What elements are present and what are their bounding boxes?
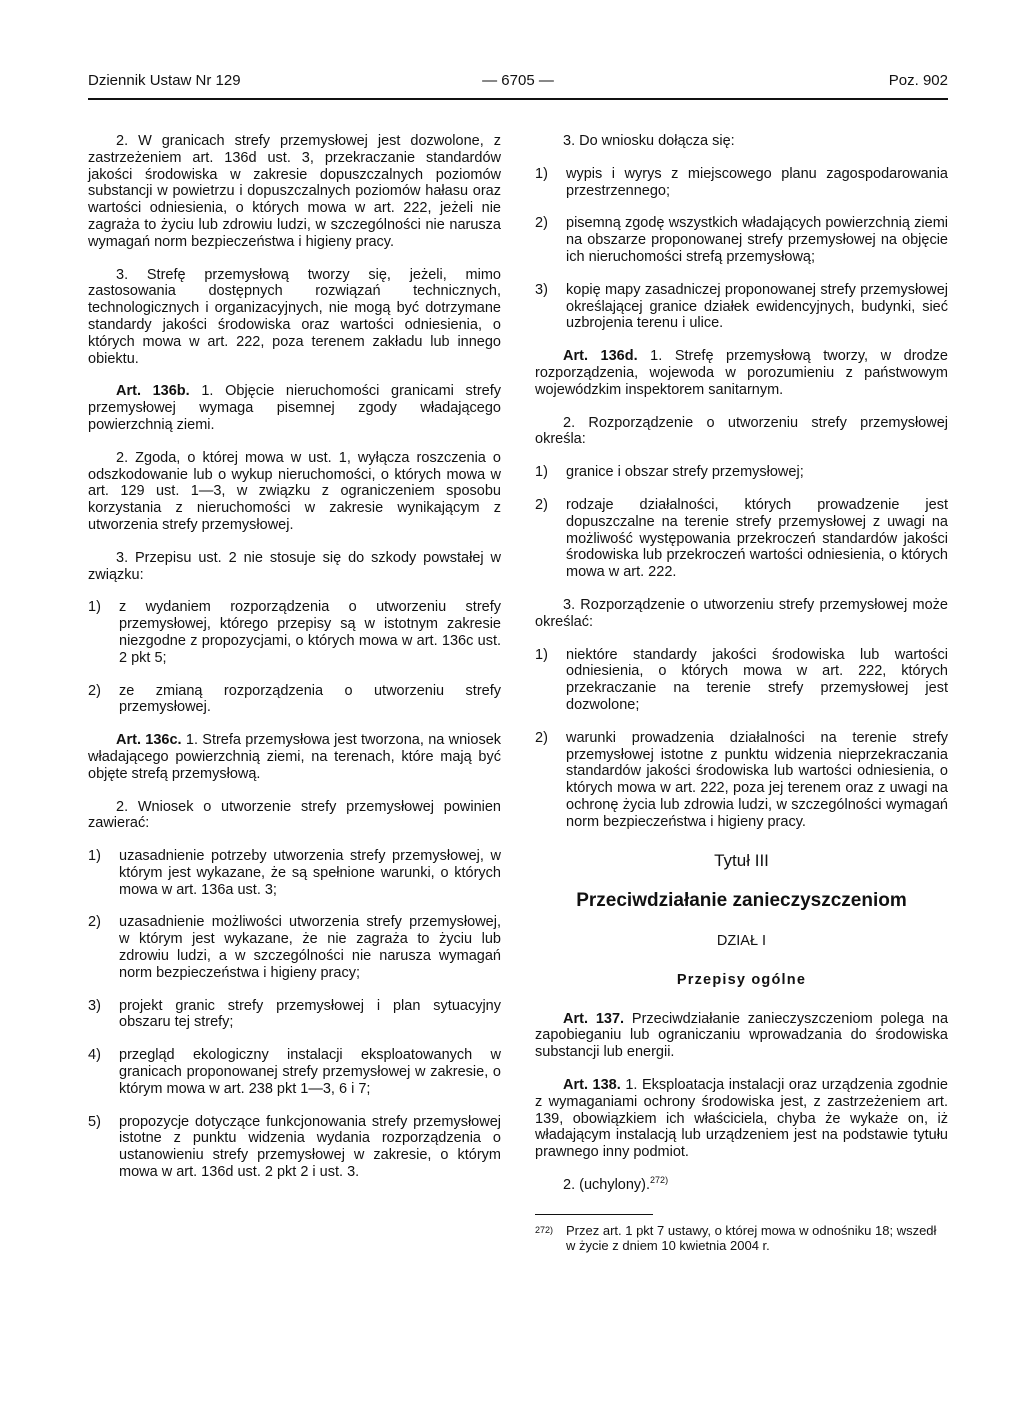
- title-heading: Tytuł III: [714, 850, 769, 870]
- list-text: kopię mapy zasadniczej proponowanej strefy przemysłowej określającej granice działek ewidencyjnych, budynki, sieć uzbrojenia terenu i ulice.: [566, 281, 948, 332]
- list-item: [88, 599, 501, 666]
- right-column: [535, 133, 948, 1254]
- left-column: [88, 133, 501, 1254]
- list-item: [88, 1047, 501, 1097]
- article-text: 1. Eksploatacja instalacji oraz urządzenia zgodnie z wymaganiami ochrony środowiska jest, z zastrzeżeniem art. 139, obowiązkiem ich właściciela, chyba że wykaże on, iż władającym instalacją lub urządzeniem jest na podstawie tytułu prawnego inny podmiot.: [535, 1077, 948, 1161]
- list-number: 3): [88, 997, 101, 1014]
- article-label: Art. 136b.: [116, 383, 190, 400]
- paragraph: 2. W granicach strefy przemysłowej jest dozwolone, z zastrzeżeniem art. 136d ust. 3, przekraczanie standardów jakości środowiska w zakresie dopuszczalnych poziomów substancji w powietrzu i dopuszczalnych poziomów hałasu oraz wartości odniesienia, o których mowa w art. 222, jeżeli nie zagraża to życiu lub zdrowiu ludzi, w szczególności nie narusza wymagań norm bezpieczeństwa i higieny pracy.: [88, 133, 501, 250]
- list-number: 4): [88, 1047, 101, 1064]
- list-number: 2): [88, 682, 101, 699]
- list-text: z wydaniem rozporządzenia o utworzeniu strefy przemysłowej, którego przepisy są w istotnym zakresie niezgodne z propozycjami, o których mowa w art. 136c ust. 2 pkt 5;: [119, 599, 501, 666]
- list-text: uzasadnienie możliwości utworzenia strefy przemysłowej, w którym jest wykazane, że nie zagraża to życiu lub zdrowiu ludzi, a w szczególności nie narusza wymagań norm bezpieczeństwa i higieny pracy;: [119, 914, 501, 981]
- list-text: uzasadnienie potrzeby utworzenia strefy przemysłowej, w którym jest wykazane, że są spełnione warunki, o których mowa w art. 136a ust. 3;: [119, 848, 501, 898]
- list-item: [535, 215, 948, 265]
- repealed-text: 2. (uchylony).: [563, 1177, 651, 1194]
- page-number: — 6705 —: [482, 72, 554, 89]
- paragraph: 2. Wniosek o utworzenie strefy przemysłowej powinien zawierać:: [88, 798, 501, 832]
- list-text: przegląd ekologiczny instalacji eksploatowanych w granicach proponowanej strefy przemysłowej w zakresie, o którym mowa w art. 238 pkt 1—3, 6 i 7;: [119, 1047, 501, 1097]
- article-label: Art. 136c.: [116, 732, 182, 749]
- paragraph: 2. Zgoda, o której mowa w ust. 1, wyłącza roszczenia o odszkodowanie lub o wykup nieruchomości, o których mowa w art. 129 ust. 1—3, w związku z ograniczeniem sposobu korzystania z nieruchomości w zakresie wynikającym z utworzenia strefy przemysłowej.: [88, 449, 501, 533]
- header-rule: [88, 98, 948, 100]
- list-item: [88, 683, 501, 717]
- list-number: 1): [535, 646, 548, 663]
- article-137: [535, 1011, 948, 1061]
- article-label: Art. 138.: [563, 1077, 621, 1094]
- list-text: warunki prowadzenia działalności na terenie strefy przemysłowej istotne z punktu widzenia nieprzekraczania standardów jakości środowiska lub wartości odniesienia, o których mowa w art. 222, poza jej terenem oraz z uwagi na ochronę życia lub zdrowia ludzi, w szczególności wymagań norm bezpieczeństwa i higieny pracy.: [566, 729, 948, 830]
- subsection-heading: Przepisy ogólne: [676, 971, 807, 988]
- list-text: ze zmianą rozporządzenia o utworzeniu strefy przemysłowej.: [119, 682, 501, 716]
- article-text: 1. Strefę przemysłową tworzy, w drodze rozporządzenia, wojewoda w porozumieniu z państwowym wojewódzkim inspektorem sanitarnym.: [535, 348, 948, 398]
- list-item: [535, 166, 948, 200]
- paragraph: 3. Rozporządzenie o utworzeniu strefy przemysłowej może określać:: [535, 596, 948, 630]
- article-138: [535, 1077, 948, 1161]
- list-text: granice i obszar strefy przemysłowej;: [566, 464, 804, 481]
- list-number: 1): [88, 848, 101, 865]
- division-heading: DZIAŁ I: [716, 933, 767, 950]
- list-text: niektóre standardy jakości środowiska lub wartości odniesienia, o których mowa w art. 222, których przekraczanie na terenie strefy przemysłowej jest dozwolone;: [566, 646, 948, 713]
- footnote-text: Przez art. 1 pkt 7 ustawy, o której mowa w odnośniku 18; wszedł w życie z dniem 10 kwietnia 2004 r.: [566, 1222, 937, 1254]
- article-136c: [88, 732, 501, 782]
- footnote-rule: [535, 1214, 653, 1215]
- footnote: [535, 1223, 948, 1254]
- list-item: [88, 848, 501, 898]
- list-text: rodzaje działalności, których prowadzenie jest dopuszczalne na terenie strefy przemysłowej z uwagi na możliwość występowania przekroczeń standardów jakości środowiska lub przekroczeń wartości odniesienia, o których mowa w art. 222.: [566, 496, 948, 581]
- columns: [88, 133, 948, 1254]
- list-text: wypis i wyrys z miejscowego planu zagospodarowania przestrzennego;: [566, 165, 948, 199]
- list-number: 2): [535, 215, 548, 232]
- journal-title: Dziennik Ustaw Nr 129: [88, 72, 241, 89]
- position-number: Poz. 902: [888, 72, 948, 89]
- list-item: [535, 647, 948, 714]
- article-label: Art. 136d.: [563, 348, 638, 365]
- article-label: Art. 137.: [563, 1010, 625, 1027]
- footnote-number: 272): [535, 1224, 554, 1235]
- article-136b: [88, 383, 501, 433]
- list-number: 2): [88, 914, 101, 931]
- list-number: 3): [535, 281, 548, 298]
- list-item: [88, 914, 501, 981]
- article-text: Przeciwdziałanie zanieczyszczeniom polega na zapobieganiu lub ograniczaniu wprowadzania do środowiska substancji lub energii.: [535, 1010, 949, 1061]
- paragraph: 3. Strefę przemysłową tworzy się, jeżeli, mimo zastosowania dostępnych rozwiązań technicznych, technologicznych i organizacyjnych, nie mogą być dotrzymane standardy jakości środowiska oraz wartości odniesienia, o których mowa w art. 222, poza terenem zakładu lub innego obiektu.: [88, 266, 501, 367]
- paragraph: 3. Przepisu ust. 2 nie stosuje się do szkody powstałej w związku:: [88, 549, 501, 583]
- paragraph: 3. Do wniosku dołącza się:: [563, 133, 735, 149]
- list-number: 5): [88, 1113, 101, 1130]
- list-item: [535, 730, 948, 831]
- article-text: 1. Objęcie nieruchomości granicami strefy przemysłowej wymaga pisemnej zgody władającego powierzchnią ziemi.: [88, 383, 501, 433]
- page-header: [88, 72, 948, 96]
- list-item: [535, 282, 948, 332]
- list-text: pisemną zgodę wszystkich władających powierzchnią ziemi na obszarze proponowanej strefy przemysłowej na objęcie ich nieruchomości strefą przemysłową;: [566, 215, 948, 265]
- article-136d: [535, 348, 948, 398]
- article-text: 1. Strefa przemysłowa jest tworzona, na wniosek władającego powierzchnią ziemi, na terenach, które mają być objęte strefą przemysłową.: [88, 732, 502, 782]
- footnote-reference: 272): [650, 1175, 669, 1186]
- list-item: [88, 1114, 501, 1181]
- section-title: Przeciwdziałanie zanieczyszczeniom: [576, 890, 907, 912]
- list-number: 1): [88, 599, 101, 616]
- list-number: 1): [535, 464, 548, 481]
- list-number: 2): [535, 496, 548, 513]
- list-item: [88, 998, 501, 1032]
- paragraph-repealed: [535, 1177, 948, 1194]
- paragraph: 2. Rozporządzenie o utworzeniu strefy przemysłowej określa:: [535, 414, 948, 448]
- list-text: projekt granic strefy przemysłowej i plan sytuacyjny obszaru tej strefy;: [119, 997, 501, 1031]
- list-item: [535, 497, 948, 581]
- list-item: [535, 464, 948, 481]
- list-text: propozycje dotyczące funkcjonowania strefy przemysłowej istotne z punktu widzenia wydania rozporządzenia o ustanowieniu strefy przemysłowej w zakresie, o którym mowa w art. 136d ust. 2 pkt 2 i ust. 3.: [119, 1113, 501, 1181]
- list-number: 1): [535, 165, 548, 182]
- list-number: 2): [535, 729, 548, 746]
